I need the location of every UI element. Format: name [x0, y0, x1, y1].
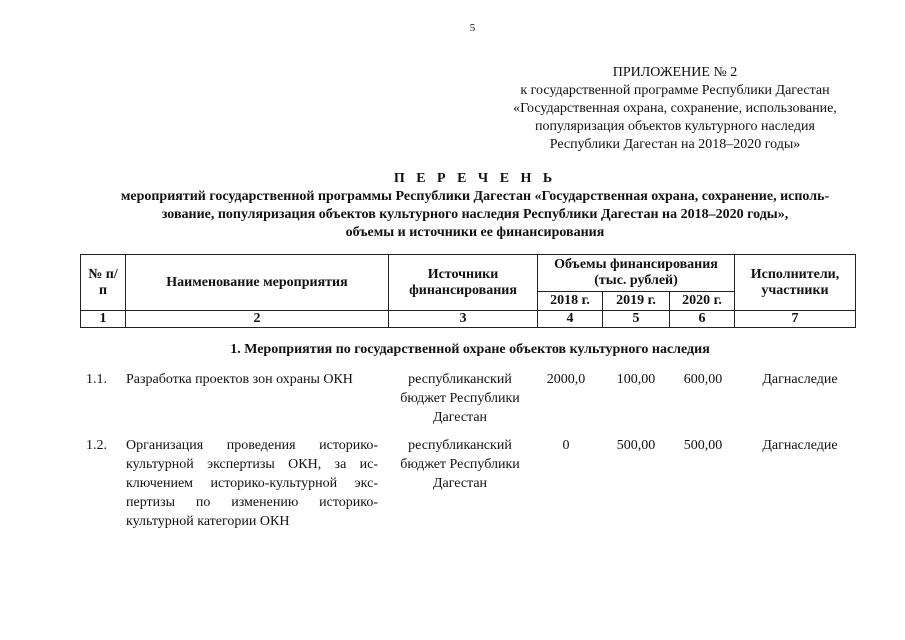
row-source — [388, 436, 532, 493]
appendix-line: популяризация объектов культурного наследия — [535, 119, 815, 134]
row-name-line: Организация проведения историко- — [126, 438, 378, 453]
header-year-2019: 2019 г. — [603, 292, 670, 311]
row-value-2018: 0 — [562, 438, 570, 453]
row-source — [388, 370, 532, 427]
document-title — [60, 170, 890, 242]
title-line: мероприятий государственной программы Республики Дагестан «Государственная охрана, сохранение, исполь- — [120, 189, 830, 204]
appendix-block — [480, 64, 870, 154]
appendix-line: «Государственная охрана, сохранение, использование, — [513, 101, 837, 116]
title-line: объемы и источники ее финансирования — [345, 225, 605, 240]
column-number: 3 — [389, 311, 538, 328]
row-value-2020: 500,00 — [683, 438, 723, 453]
column-number: 4 — [538, 311, 603, 328]
title-line: зование, популяризация объектов культурного наследия Республики Дагестан на 2018–2020 годы», — [161, 207, 789, 222]
row-number: 1.2. — [86, 438, 107, 453]
header-volume: Объемы финансирования (тыс. рублей) — [538, 255, 735, 292]
row-source-line: республиканский — [408, 372, 512, 387]
header-source: Источники финансирования — [389, 255, 538, 311]
column-number: 6 — [670, 311, 735, 328]
row-number: 1.1. — [86, 372, 107, 387]
header-year-2018: 2018 г. — [538, 292, 603, 311]
column-number: 2 — [126, 311, 389, 328]
row-source-line: бюджет Республики — [400, 457, 520, 472]
page-number: 5 — [469, 22, 476, 34]
column-number: 5 — [603, 311, 670, 328]
row-executor: Дагнаследие — [762, 372, 838, 387]
row-name-line: пертизы по изменению историко- — [126, 495, 378, 510]
table-header — [80, 254, 856, 328]
appendix-line: ПРИЛОЖЕНИЕ № 2 — [612, 65, 738, 80]
row-source-line: бюджет Республики — [400, 391, 520, 406]
row-name-line: культурной категории ОКН — [126, 514, 290, 529]
title-heading: П Е Р Е Ч Е Н Ь — [393, 171, 557, 186]
row-value-2020: 600,00 — [683, 372, 723, 387]
header-name: Наименование мероприятия — [126, 255, 389, 311]
row-value-2019: 100,00 — [616, 372, 656, 387]
row-source-line: Дагестан — [432, 410, 488, 425]
row-name-line: Разработка проектов зон охраны ОКН — [126, 372, 353, 387]
column-number: 7 — [735, 311, 856, 328]
appendix-line: Республики Дагестан на 2018–2020 годы» — [549, 137, 801, 152]
row-name — [126, 436, 378, 531]
row-value-2018: 2000,0 — [546, 372, 586, 387]
section-title: 1. Мероприятия по государственной охране объектов культурного наследия — [230, 342, 710, 357]
row-name-line: культурной экспертизы ОКН, за ис- — [126, 457, 378, 472]
row-executor: Дагнаследие — [762, 438, 838, 453]
header-year-2020: 2020 г. — [670, 292, 735, 311]
column-number: 1 — [81, 311, 126, 328]
row-name — [126, 370, 378, 389]
appendix-line: к государственной программе Республики Дагестан — [520, 83, 830, 98]
row-value-2019: 500,00 — [616, 438, 656, 453]
row-source-line: Дагестан — [432, 476, 488, 491]
row-source-line: республиканский — [408, 438, 512, 453]
row-name-line: ключением историко-культурной экс- — [126, 476, 378, 491]
header-executors: Исполнители, участники — [735, 255, 856, 311]
header-num: № п/п — [81, 255, 126, 311]
